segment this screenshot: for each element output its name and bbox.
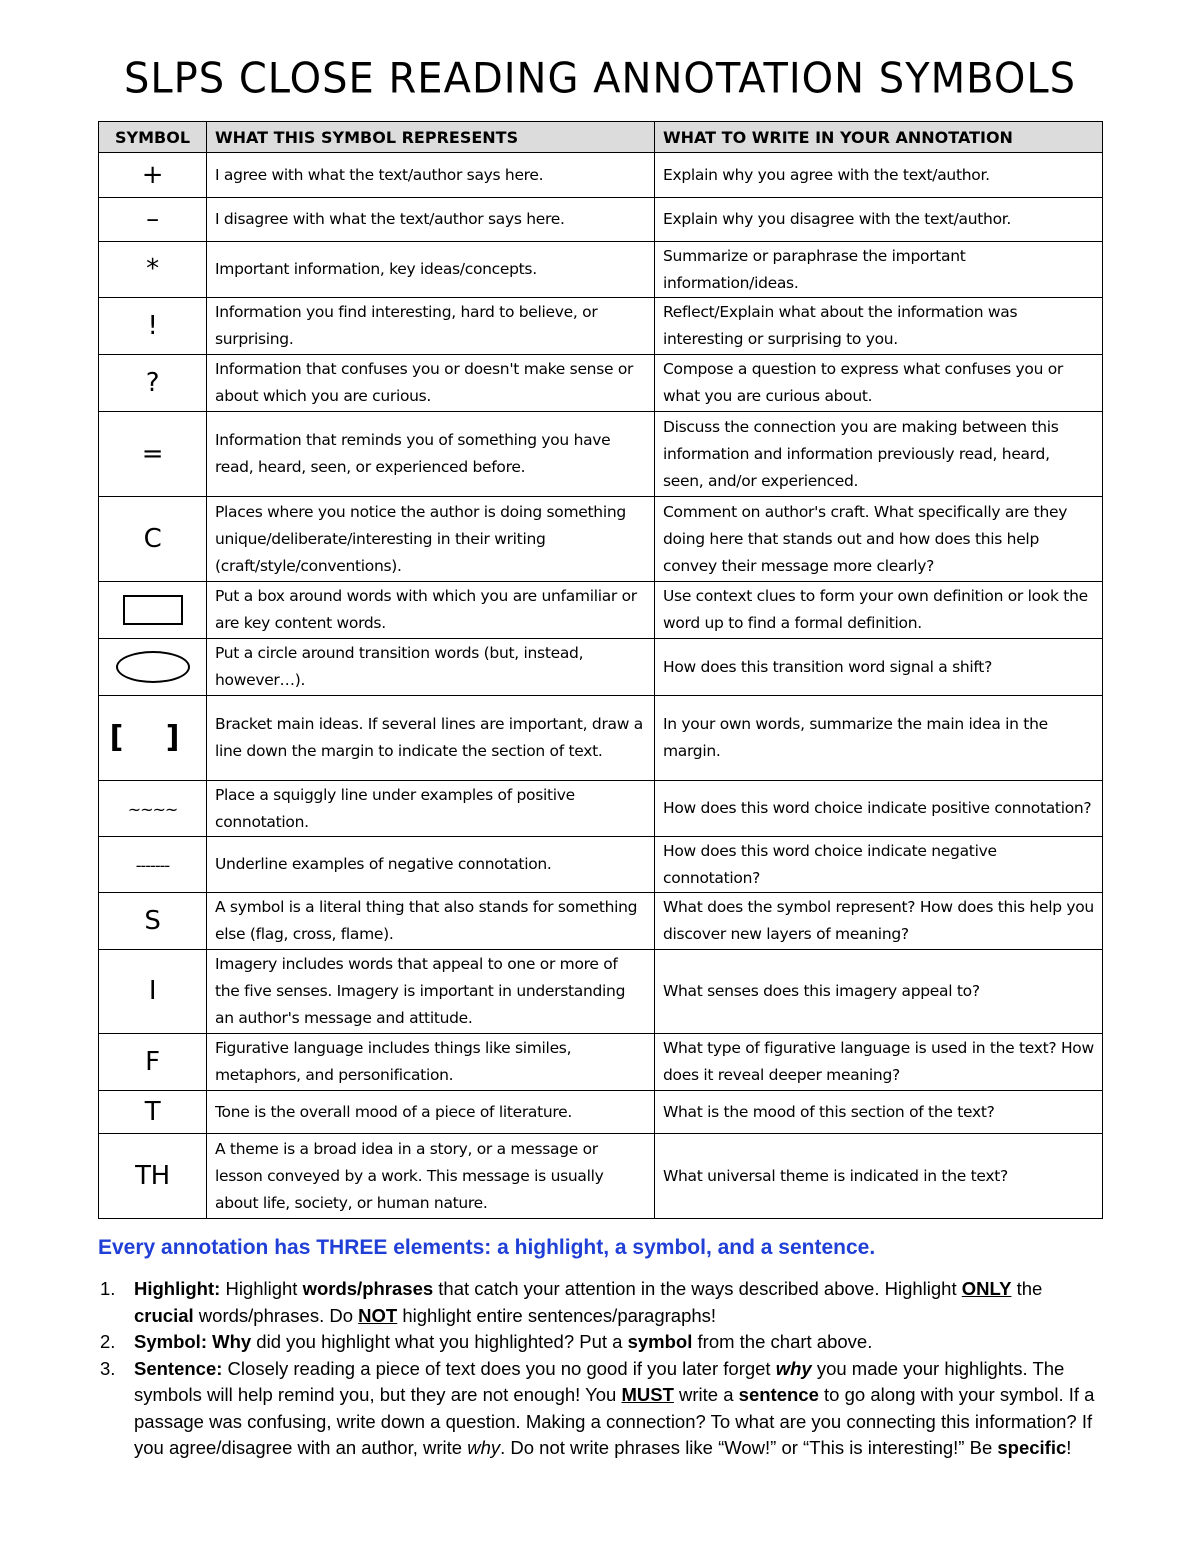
symbol-asterisk: *	[99, 242, 207, 298]
represents-cell: Place a squiggly line under examples of positive connotation.	[207, 781, 655, 837]
page-title: SLPS CLOSE READING ANNOTATION SYMBOLS	[123, 54, 1077, 104]
write-cell: Explain why you disagree with the text/author.	[655, 198, 1103, 242]
represents-cell: I disagree with what the text/author says here.	[207, 198, 655, 242]
represents-cell: Imagery includes words that appeal to one or more of the five senses. Imagery is important in understanding an author's message and attitude.	[207, 950, 655, 1034]
symbol-box-cell	[99, 582, 207, 639]
step-label: Sentence:	[134, 1357, 223, 1379]
header-write: WHAT TO WRITE IN YOUR ANNOTATION	[655, 122, 1103, 153]
represents-cell: A theme is a broad idea in a story, or a message or lesson conveyed by a work. This message is usually about life, society, or human nature.	[207, 1134, 655, 1219]
step-number: 3.	[100, 1357, 116, 1379]
represents-cell: Figurative language includes things like similes, metaphors, and personification.	[207, 1034, 655, 1091]
represents-cell: Information you find interesting, hard to believe, or surprising.	[207, 298, 655, 355]
emphasis: symbol	[627, 1331, 693, 1352]
symbol-equals: =	[99, 412, 207, 497]
write-cell: Explain why you agree with the text/author.	[655, 153, 1103, 198]
step-text: to go along with your symbol. If a passage was confusing, write down a question. Making a connection? To what are you connecting this information? If you agree/disagree with an author, write	[134, 1384, 1095, 1458]
symbol-squiggle-cell	[99, 781, 207, 837]
symbol-f: F	[99, 1034, 207, 1091]
oval-icon	[116, 651, 190, 683]
represents-cell: Tone is the overall mood of a piece of literature.	[207, 1091, 655, 1134]
emphasis: words/phrases	[302, 1278, 434, 1299]
emphasis: why	[467, 1437, 501, 1458]
step-text: from the chart above.	[692, 1331, 873, 1352]
represents-cell: Put a circle around transition words (but, instead, however…).	[207, 639, 655, 696]
write-cell: What is the mood of this section of the text?	[655, 1091, 1103, 1134]
step-text: did you highlight what you highlighted? Put a	[251, 1331, 628, 1352]
write-cell: In your own words, summarize the main idea in the margin.	[655, 696, 1103, 781]
write-cell: Reflect/Explain what about the information was interesting or surprising to you.	[655, 298, 1103, 355]
symbol-underline-cell	[99, 837, 207, 893]
step-text: Highlight	[220, 1278, 303, 1299]
step-symbol	[98, 1329, 1098, 1356]
emphasis: crucial	[134, 1304, 194, 1326]
write-cell: Use context clues to form your own definition or look the word up to find a formal definition.	[655, 582, 1103, 639]
write-cell: What universal theme is indicated in the text?	[655, 1134, 1103, 1219]
write-cell: What senses does this imagery appeal to?	[655, 950, 1103, 1034]
step-text: !	[1066, 1437, 1072, 1458]
table-row	[99, 1034, 1103, 1091]
symbol-th: TH	[99, 1134, 207, 1219]
write-cell: What does the symbol represent? How does this help you discover new layers of meaning?	[655, 893, 1103, 950]
symbol-underline: -------	[135, 856, 170, 875]
instructions-list	[98, 1276, 1098, 1462]
write-cell: What type of figurative language is used in the text? How does it reveal deeper meaning?	[655, 1034, 1103, 1091]
step-text: words/phrases. Do	[193, 1304, 359, 1326]
step-text: Closely reading a piece of text does you no good if you later forget	[222, 1357, 776, 1379]
represents-cell: I agree with what the text/author says here.	[207, 153, 655, 198]
table-row	[99, 1091, 1103, 1134]
table-row	[99, 242, 1103, 298]
emphasis: ONLY	[961, 1278, 1012, 1299]
step-number: 1.	[100, 1278, 116, 1299]
represents-cell: Places where you notice the author is doing something unique/deliberate/interesting in their writing (craft/style/conventions).	[207, 497, 655, 582]
table-row	[99, 582, 1103, 639]
step-text: the	[1011, 1278, 1043, 1299]
emphasis: MUST	[621, 1384, 674, 1405]
represents-cell: Information that reminds you of something you have read, heard, seen, or experienced before.	[207, 412, 655, 497]
table-row	[99, 355, 1103, 412]
table-row	[99, 837, 1103, 893]
table-row	[99, 198, 1103, 242]
table-row	[99, 412, 1103, 497]
write-cell: Comment on author's craft. What specifically are they doing here that stands out and how does this help convey their message more clearly?	[655, 497, 1103, 582]
write-cell: Discuss the connection you are making between this information and information previously read, heard, seen, and/or experienced.	[655, 412, 1103, 497]
write-cell: How does this word choice indicate negative connotation?	[655, 837, 1103, 893]
symbol-brackets: [ ]	[109, 719, 196, 755]
symbol-craft: C	[99, 497, 207, 582]
represents-cell: A symbol is a literal thing that also stands for something else (flag, cross, flame).	[207, 893, 655, 950]
write-cell: Summarize or paraphrase the important information/ideas.	[655, 242, 1103, 298]
write-cell: Compose a question to express what confuses you or what you are curious about.	[655, 355, 1103, 412]
table-row	[99, 781, 1103, 837]
write-cell: How does this word choice indicate positive connotation?	[655, 781, 1103, 837]
table-header-row	[99, 122, 1103, 153]
step-label: Highlight:	[134, 1278, 221, 1299]
header-represents: WHAT THIS SYMBOL REPRESENTS	[207, 122, 655, 153]
step-sentence	[98, 1356, 1098, 1462]
step-text: you made your highlights. The symbols will help remind you, but they are not enough! You	[134, 1357, 1065, 1405]
step-number: 2.	[100, 1331, 116, 1352]
symbol-oval-cell	[99, 639, 207, 696]
table-row	[99, 639, 1103, 696]
symbol-question: ?	[99, 355, 207, 412]
emphasis: NOT	[358, 1304, 398, 1326]
table-row	[99, 153, 1103, 198]
represents-cell: Put a box around words with which you are unfamiliar or are key content words.	[207, 582, 655, 639]
symbol-minus: –	[99, 198, 207, 242]
emphasis: specific	[997, 1437, 1067, 1458]
table-row	[99, 893, 1103, 950]
symbol-i: I	[99, 950, 207, 1034]
symbol-t: T	[99, 1091, 207, 1134]
represents-cell: Bracket main ideas. If several lines are important, draw a line down the margin to indicate the section of text.	[207, 696, 655, 781]
represents-cell: Information that confuses you or doesn't make sense or about which you are curious.	[207, 355, 655, 412]
annotation-symbols-table	[98, 121, 1103, 1219]
three-elements-heading: Every annotation has THREE elements: a highlight, a symbol, and a sentence.	[98, 1236, 876, 1259]
write-cell: How does this transition word signal a shift?	[655, 639, 1103, 696]
header-symbol: SYMBOL	[99, 122, 207, 153]
symbol-s: S	[99, 893, 207, 950]
step-label: Symbol: Why	[134, 1331, 252, 1352]
table-row	[99, 950, 1103, 1034]
step-text: write a	[673, 1384, 739, 1405]
table-row	[99, 298, 1103, 355]
emphasis: why	[775, 1357, 812, 1379]
represents-cell: Important information, key ideas/concepts.	[207, 242, 655, 298]
represents-cell: Underline examples of negative connotation.	[207, 837, 655, 893]
table-row	[99, 497, 1103, 582]
table-row	[99, 696, 1103, 781]
rectangle-icon	[123, 595, 183, 625]
symbol-squiggle: ~~~~	[127, 800, 178, 819]
step-text: that catch your attention in the ways described above. Highlight	[433, 1278, 962, 1299]
emphasis: sentence	[738, 1384, 819, 1405]
step-text: highlight entire sentences/paragraphs!	[397, 1304, 717, 1326]
table-row	[99, 1134, 1103, 1219]
step-text: . Do not write phrases like “Wow!” or “This is interesting!” Be	[500, 1437, 998, 1458]
step-highlight	[98, 1276, 1098, 1329]
symbol-plus: +	[99, 153, 207, 198]
symbol-brackets-cell	[99, 696, 207, 781]
symbol-exclamation: !	[99, 298, 207, 355]
